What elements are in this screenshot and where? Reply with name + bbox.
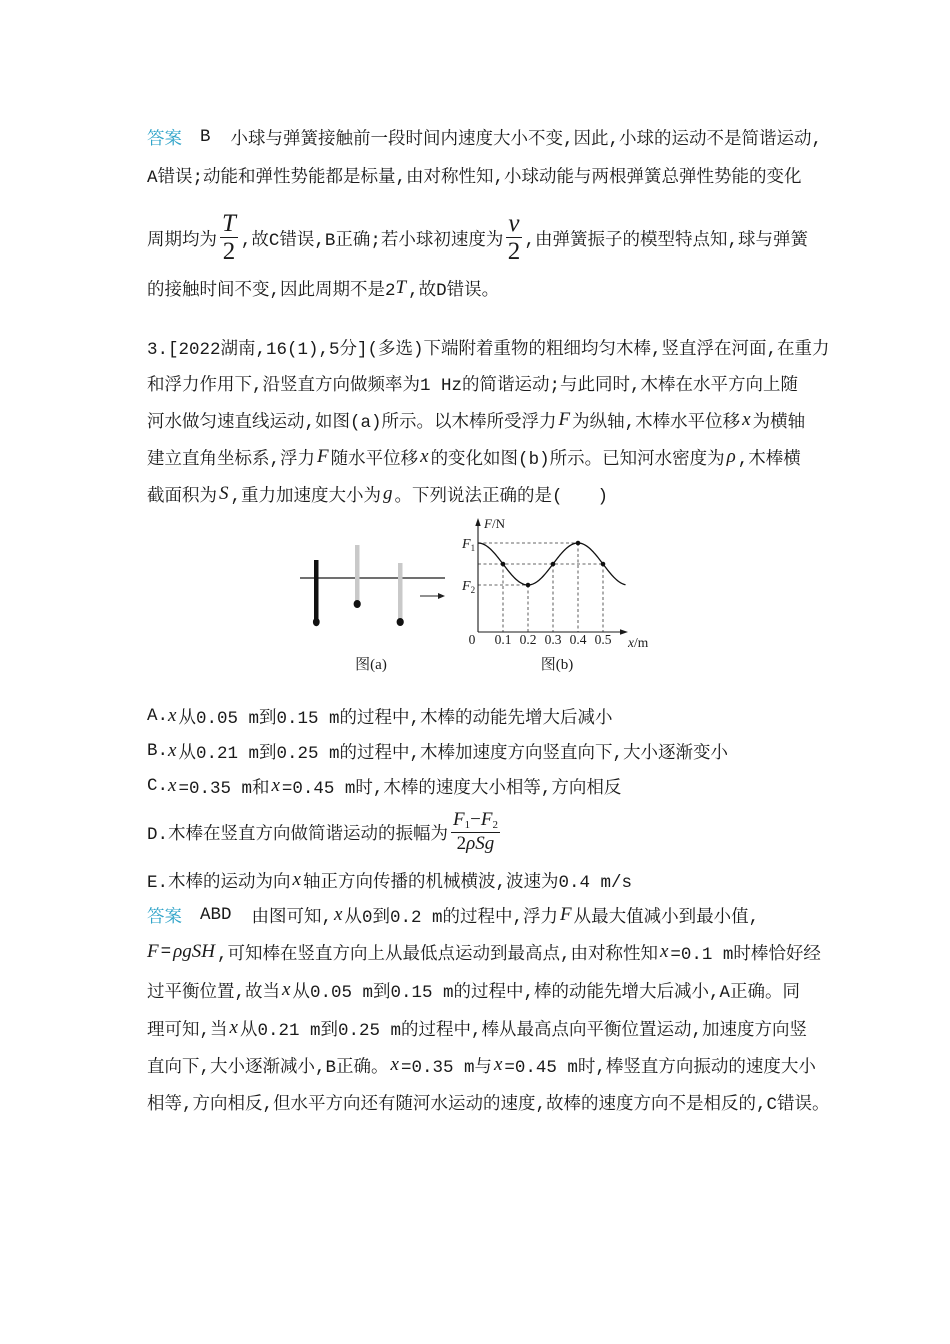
variable: x xyxy=(420,446,429,467)
figure-a xyxy=(300,545,445,673)
question-text: 3.[2022湖南,16(1),5分](多选)下端附着重物的粗细均匀木棒,竖直浮在河面,在重力 xyxy=(147,339,830,360)
option-text: =0.35 m和 xyxy=(178,778,270,799)
f1-label xyxy=(461,537,475,553)
answer-2-line-1 xyxy=(147,902,759,928)
variable: T xyxy=(395,277,407,298)
option-text: E.木棒的运动为向 xyxy=(147,872,291,893)
origin-label: 0 xyxy=(468,632,476,647)
answer-2-line-3 xyxy=(147,977,800,1003)
variable: x xyxy=(229,1017,238,1038)
question-figure xyxy=(290,510,670,685)
tick-label: 0.3 xyxy=(544,632,562,647)
stick-weight-3 xyxy=(397,618,404,626)
variable: ρSg xyxy=(466,832,495,854)
stick-weight-1 xyxy=(313,618,320,626)
answer-text: A错误;动能和弹性势能都是标量,由对称性知,小球动能与两根弹簧总弹性势能的变化 xyxy=(147,167,802,188)
f1-symbol: F xyxy=(462,537,471,552)
fraction-denominator xyxy=(457,833,495,854)
option-d xyxy=(147,802,503,862)
figure-a-caption: 图(a) xyxy=(355,657,387,673)
option-text: B. xyxy=(147,741,169,761)
answer-text: 由图可知, xyxy=(251,907,333,928)
f2-symbol: F xyxy=(462,579,471,594)
question-text: 为纵轴,木棒水平位移 xyxy=(572,412,741,433)
option-text: 从0.21 m到0.25 m的过程中,木棒加速度方向竖直向下,大小逐渐变小 xyxy=(178,743,728,764)
question-text: 为横轴 xyxy=(752,412,806,433)
fraction-denominator: 2 xyxy=(507,238,521,265)
variable: F xyxy=(558,409,571,430)
question-text: 随水平位移 xyxy=(330,449,419,470)
answer-label: 答案 xyxy=(147,129,182,150)
option-b xyxy=(147,738,728,764)
subscript: 1 xyxy=(464,819,471,832)
answer-choice: ABD xyxy=(200,905,232,925)
variable: F xyxy=(453,809,465,831)
answer-2-line-4 xyxy=(147,1015,807,1041)
answer-text: 过平衡位置,故当 xyxy=(147,982,281,1003)
answer-text: 从0到0.2 m的过程中,浮力 xyxy=(344,907,558,928)
data-point xyxy=(526,583,531,588)
variable: F xyxy=(480,809,493,831)
y-axis-unit: /N xyxy=(491,516,505,531)
answer-label: 答案 xyxy=(147,907,182,928)
question-line-2 xyxy=(147,370,798,396)
variable: S xyxy=(219,483,229,504)
answer-text: 从0.21 m到0.25 m的过程中,棒从最高点向平衡位置运动,加速度方向竖 xyxy=(239,1020,807,1041)
f2-label xyxy=(461,579,475,595)
question-line-3 xyxy=(147,407,805,433)
option-text: 轴正方向传播的机械横波,波速为0.4 m/s xyxy=(302,872,632,893)
answer-2-line-6 xyxy=(147,1089,830,1115)
variable: x xyxy=(282,979,291,1000)
answer-text: 相等,方向相反,但水平方向还有随河水运动的速度,故棒的速度方向不是相反的,C错误。 xyxy=(147,1094,830,1115)
question-line-5 xyxy=(147,481,608,507)
question-text: 河水做匀速直线运动,如图(a)所示。以木棒所受浮力 xyxy=(147,412,557,433)
fraction-numerator: T xyxy=(222,209,236,237)
variable: x xyxy=(659,941,669,962)
answer-text: ,故C错误,B正确;若小球初速度为 xyxy=(240,230,504,251)
variable: x xyxy=(390,1054,399,1075)
f1-subscript: 1 xyxy=(470,543,476,553)
option-text: C. xyxy=(147,776,169,796)
question-line-4 xyxy=(147,444,801,470)
answer-1-line-3 xyxy=(147,208,808,268)
variable: x xyxy=(493,1054,503,1075)
option-e xyxy=(147,867,632,893)
answer-text: =0.35 m与 xyxy=(400,1057,492,1078)
wooden-stick-1 xyxy=(314,560,319,621)
f2-subscript: 2 xyxy=(470,585,476,595)
answer-text: 从最大值减小到最小值, xyxy=(573,907,760,928)
figure-b xyxy=(461,516,649,673)
minus-sign: − xyxy=(470,809,481,831)
variable: F xyxy=(147,941,159,962)
question-text: ,重力加速度大小为 xyxy=(230,486,382,507)
variable: x xyxy=(292,869,301,890)
wooden-stick-2 xyxy=(355,545,360,601)
question-text: 建立直角坐标系,浮力 xyxy=(147,449,316,470)
answer-text: = xyxy=(160,942,172,962)
answer-text: 周期均为 xyxy=(147,230,217,251)
fraction-t-over-2 xyxy=(220,211,238,266)
stick-weight-2 xyxy=(354,600,361,608)
figure-b-caption: 图(b) xyxy=(540,657,574,673)
variable: ρ xyxy=(726,446,736,467)
data-point xyxy=(576,541,581,546)
answer-text: ,由弹簧振子的模型特点知,球与弹簧 xyxy=(524,230,809,251)
fraction-v-over-2 xyxy=(506,211,521,266)
answer-1-line-2 xyxy=(147,162,802,188)
x-axis-arrow xyxy=(620,629,628,634)
answer-text: 从0.05 m到0.15 m的过程中,棒的动能先增大后减小,A正确。同 xyxy=(292,982,800,1003)
option-text: 从0.05 m到0.15 m的过程中,木棒的动能先增大后减小 xyxy=(178,708,613,729)
answer-text: 理可知,当 xyxy=(147,1020,228,1041)
question-text: 和浮力作用下,沿竖直方向做频率为1 Hz的简谐运动;与此同时,木棒在水平方向上随 xyxy=(147,375,799,396)
data-point xyxy=(501,562,506,567)
answer-text: =0.45 m时,棒竖直方向振动的速度大小 xyxy=(504,1057,816,1078)
tick-label: 0.4 xyxy=(569,632,587,647)
question-text: 截面积为 xyxy=(147,486,217,507)
answer-text: 小球与弹簧接触前一段时间内速度大小不变,因此,小球的运动不是简谐运动, xyxy=(230,129,823,150)
variable: x xyxy=(168,740,177,761)
y-axis-arrow xyxy=(475,518,480,526)
question-text: ,木棒横 xyxy=(737,449,801,470)
data-point xyxy=(601,562,606,567)
data-point xyxy=(551,562,556,567)
question-line-1 xyxy=(147,334,830,360)
variable: x xyxy=(168,775,177,796)
variable: x xyxy=(168,705,177,726)
tick-label: 0.5 xyxy=(594,632,612,647)
answer-choice: B xyxy=(200,127,211,147)
fraction-numerator: v xyxy=(508,209,520,237)
x-axis-unit: /m xyxy=(634,635,649,650)
answer-2-line-5 xyxy=(147,1052,816,1078)
x-axis-label xyxy=(627,635,649,650)
graph-marks xyxy=(478,541,626,647)
transform-arrow-head xyxy=(438,593,445,599)
fraction-numerator xyxy=(451,810,500,833)
variable: F xyxy=(559,904,572,925)
answer-text: ,可知棒在竖直方向上从最低点运动到最高点,由对称性知 xyxy=(216,944,658,965)
option-text: =0.45 m时,木棒的速度大小相等,方向相反 xyxy=(281,778,622,799)
variable: ρgSH xyxy=(173,941,215,962)
answer-text: 的接触时间不变,因此周期不是2 xyxy=(147,280,396,301)
variable: x xyxy=(271,775,280,796)
coefficient: 2 xyxy=(456,832,467,854)
y-axis-label xyxy=(483,516,506,531)
answer-text: ,故D错误。 xyxy=(408,280,500,301)
variable: g xyxy=(383,483,393,504)
amplitude-fraction xyxy=(451,810,500,853)
question-text: 的变化如图(b)所示。已知河水密度为 xyxy=(430,449,725,470)
option-c xyxy=(147,773,621,799)
option-a xyxy=(147,703,612,729)
answer-2-line-2 xyxy=(147,939,821,965)
y-axis-symbol: F xyxy=(484,516,492,531)
subscript: 2 xyxy=(492,819,498,832)
answer-text: 直向下,大小逐渐减小,B正确。 xyxy=(147,1057,389,1078)
option-text: A. xyxy=(147,706,169,726)
wooden-stick-3 xyxy=(398,563,403,619)
answer-1-line-1 xyxy=(147,124,822,150)
tick-label: 0.2 xyxy=(519,632,537,647)
fraction-denominator: 2 xyxy=(222,238,236,265)
option-text: D.木棒在竖直方向做简谐运动的振幅为 xyxy=(147,824,449,845)
variable: x xyxy=(742,409,751,430)
answer-1-line-4 xyxy=(147,275,499,301)
variable: F xyxy=(317,446,329,467)
answer-text: =0.1 m时棒恰好经 xyxy=(670,944,821,965)
question-text: 。下列说法正确的是( ) xyxy=(394,486,609,507)
tick-label: 0.1 xyxy=(494,632,512,647)
x-axis-symbol: x xyxy=(628,635,634,650)
variable: x xyxy=(334,904,343,925)
